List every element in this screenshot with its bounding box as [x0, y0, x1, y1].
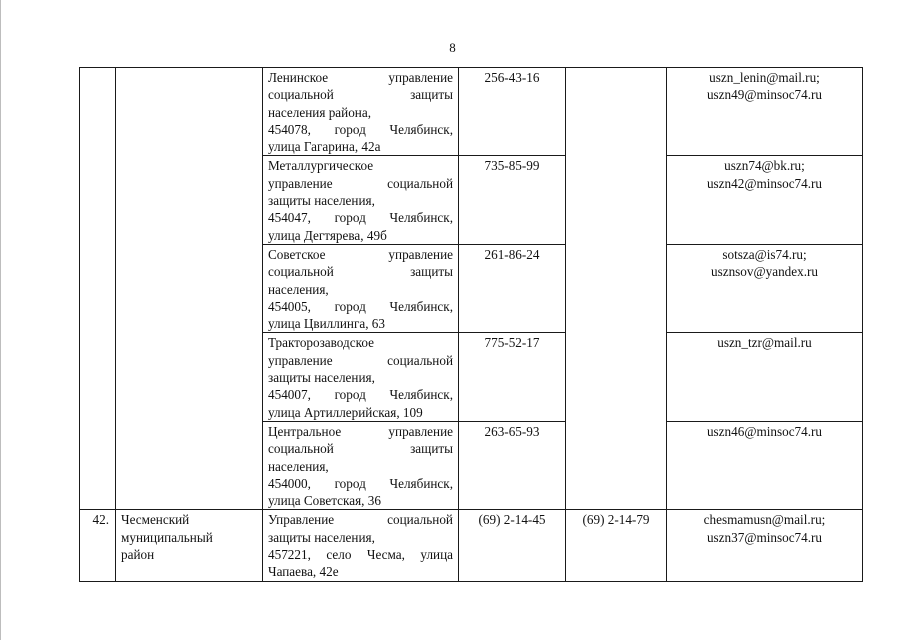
phone-cell: 263-65-93 — [459, 421, 566, 509]
agencies-table — [79, 67, 863, 582]
district-name-line: район — [121, 547, 155, 563]
address-line: защиты населения, — [268, 370, 375, 386]
phone-cell: 261-86-24 — [459, 244, 566, 332]
address-line: Советское управление — [268, 246, 453, 262]
address-line: 454047, город Челябинск, — [268, 210, 453, 226]
address-line: 454005, город Челябинск, — [268, 298, 453, 314]
phone-cell: 775-52-17 — [459, 333, 566, 421]
district-name-line: муниципальный — [121, 529, 213, 545]
address-cell — [263, 421, 459, 509]
table-row — [80, 510, 863, 581]
address-line: Металлургическое — [268, 158, 374, 174]
phone-cell: 256-43-16 — [459, 68, 566, 156]
address-line: Управление социальной — [268, 512, 453, 528]
email-line: usznsov@yandex.ru — [710, 264, 818, 280]
email-line: chesmamusn@mail.ru; — [703, 512, 826, 528]
email-line: sotsza@is74.ru; — [722, 246, 807, 262]
address-line: улица Советская, 36 — [268, 493, 381, 509]
address-cell — [263, 244, 459, 332]
address-line: улица Гагарина, 42а — [268, 139, 381, 155]
email-cell — [667, 68, 863, 156]
email-line: uszn49@minsoc74.ru — [706, 87, 823, 103]
address-line: Тракторозаводское — [268, 335, 374, 351]
address-line: 457221, село Чесма, улица — [268, 547, 453, 563]
district-name-line: Чесменский — [121, 512, 190, 528]
address-line: социальной защиты — [268, 87, 453, 103]
email-line: uszn_lenin@mail.ru; — [709, 70, 820, 85]
address-line: управление социальной — [268, 175, 453, 191]
fax-cell: (69) 2-14-79 — [566, 510, 667, 581]
email-cell — [667, 510, 863, 581]
row-number-cell — [80, 68, 116, 510]
email-line: uszn42@minsoc74.ru — [706, 175, 823, 191]
district-name-cell — [116, 510, 263, 581]
email-line: uszn74@bk.ru; — [724, 158, 805, 174]
email-line: uszn37@minsoc74.ru — [706, 529, 823, 545]
address-line: Центральное управление — [268, 423, 453, 439]
address-line: населения района, — [268, 104, 371, 120]
fax-cell — [566, 68, 667, 510]
address-line: населения, — [268, 458, 329, 474]
address-cell — [263, 510, 459, 581]
address-line: улица Цвиллинга, 63 — [268, 316, 385, 332]
address-line: населения, — [268, 281, 329, 297]
address-line: защиты населения, — [268, 529, 375, 545]
address-cell — [263, 156, 459, 244]
row-number-cell: 42. — [80, 510, 116, 581]
email-line: uszn46@minsoc74.ru — [706, 423, 823, 439]
address-line: 454007, город Челябинск, — [268, 387, 453, 403]
address-line: Ленинское управление — [268, 70, 453, 85]
email-cell — [667, 421, 863, 509]
district-name-cell — [116, 68, 263, 510]
address-line: Чапаева, 42е — [268, 564, 339, 580]
address-line: социальной защиты — [268, 441, 453, 457]
page-left-edge — [0, 0, 1, 640]
email-line: uszn_tzr@mail.ru — [717, 335, 812, 351]
address-line: защиты населения, — [268, 193, 375, 209]
address-cell — [263, 68, 459, 156]
address-cell — [263, 333, 459, 421]
email-cell — [667, 333, 863, 421]
address-line: 454078, город Челябинск, — [268, 121, 453, 137]
phone-cell: (69) 2-14-45 — [459, 510, 566, 581]
table-row — [80, 68, 863, 156]
address-line: 454000, город Челябинск, — [268, 475, 453, 491]
address-line: улица Артиллерийская, 109 — [268, 404, 423, 420]
address-line: управление социальной — [268, 352, 453, 368]
address-line: социальной защиты — [268, 264, 453, 280]
address-line: улица Дегтярева, 49б — [268, 227, 387, 243]
email-cell — [667, 156, 863, 244]
phone-cell: 735-85-99 — [459, 156, 566, 244]
page-number: 8 — [449, 40, 456, 55]
email-cell — [667, 244, 863, 332]
